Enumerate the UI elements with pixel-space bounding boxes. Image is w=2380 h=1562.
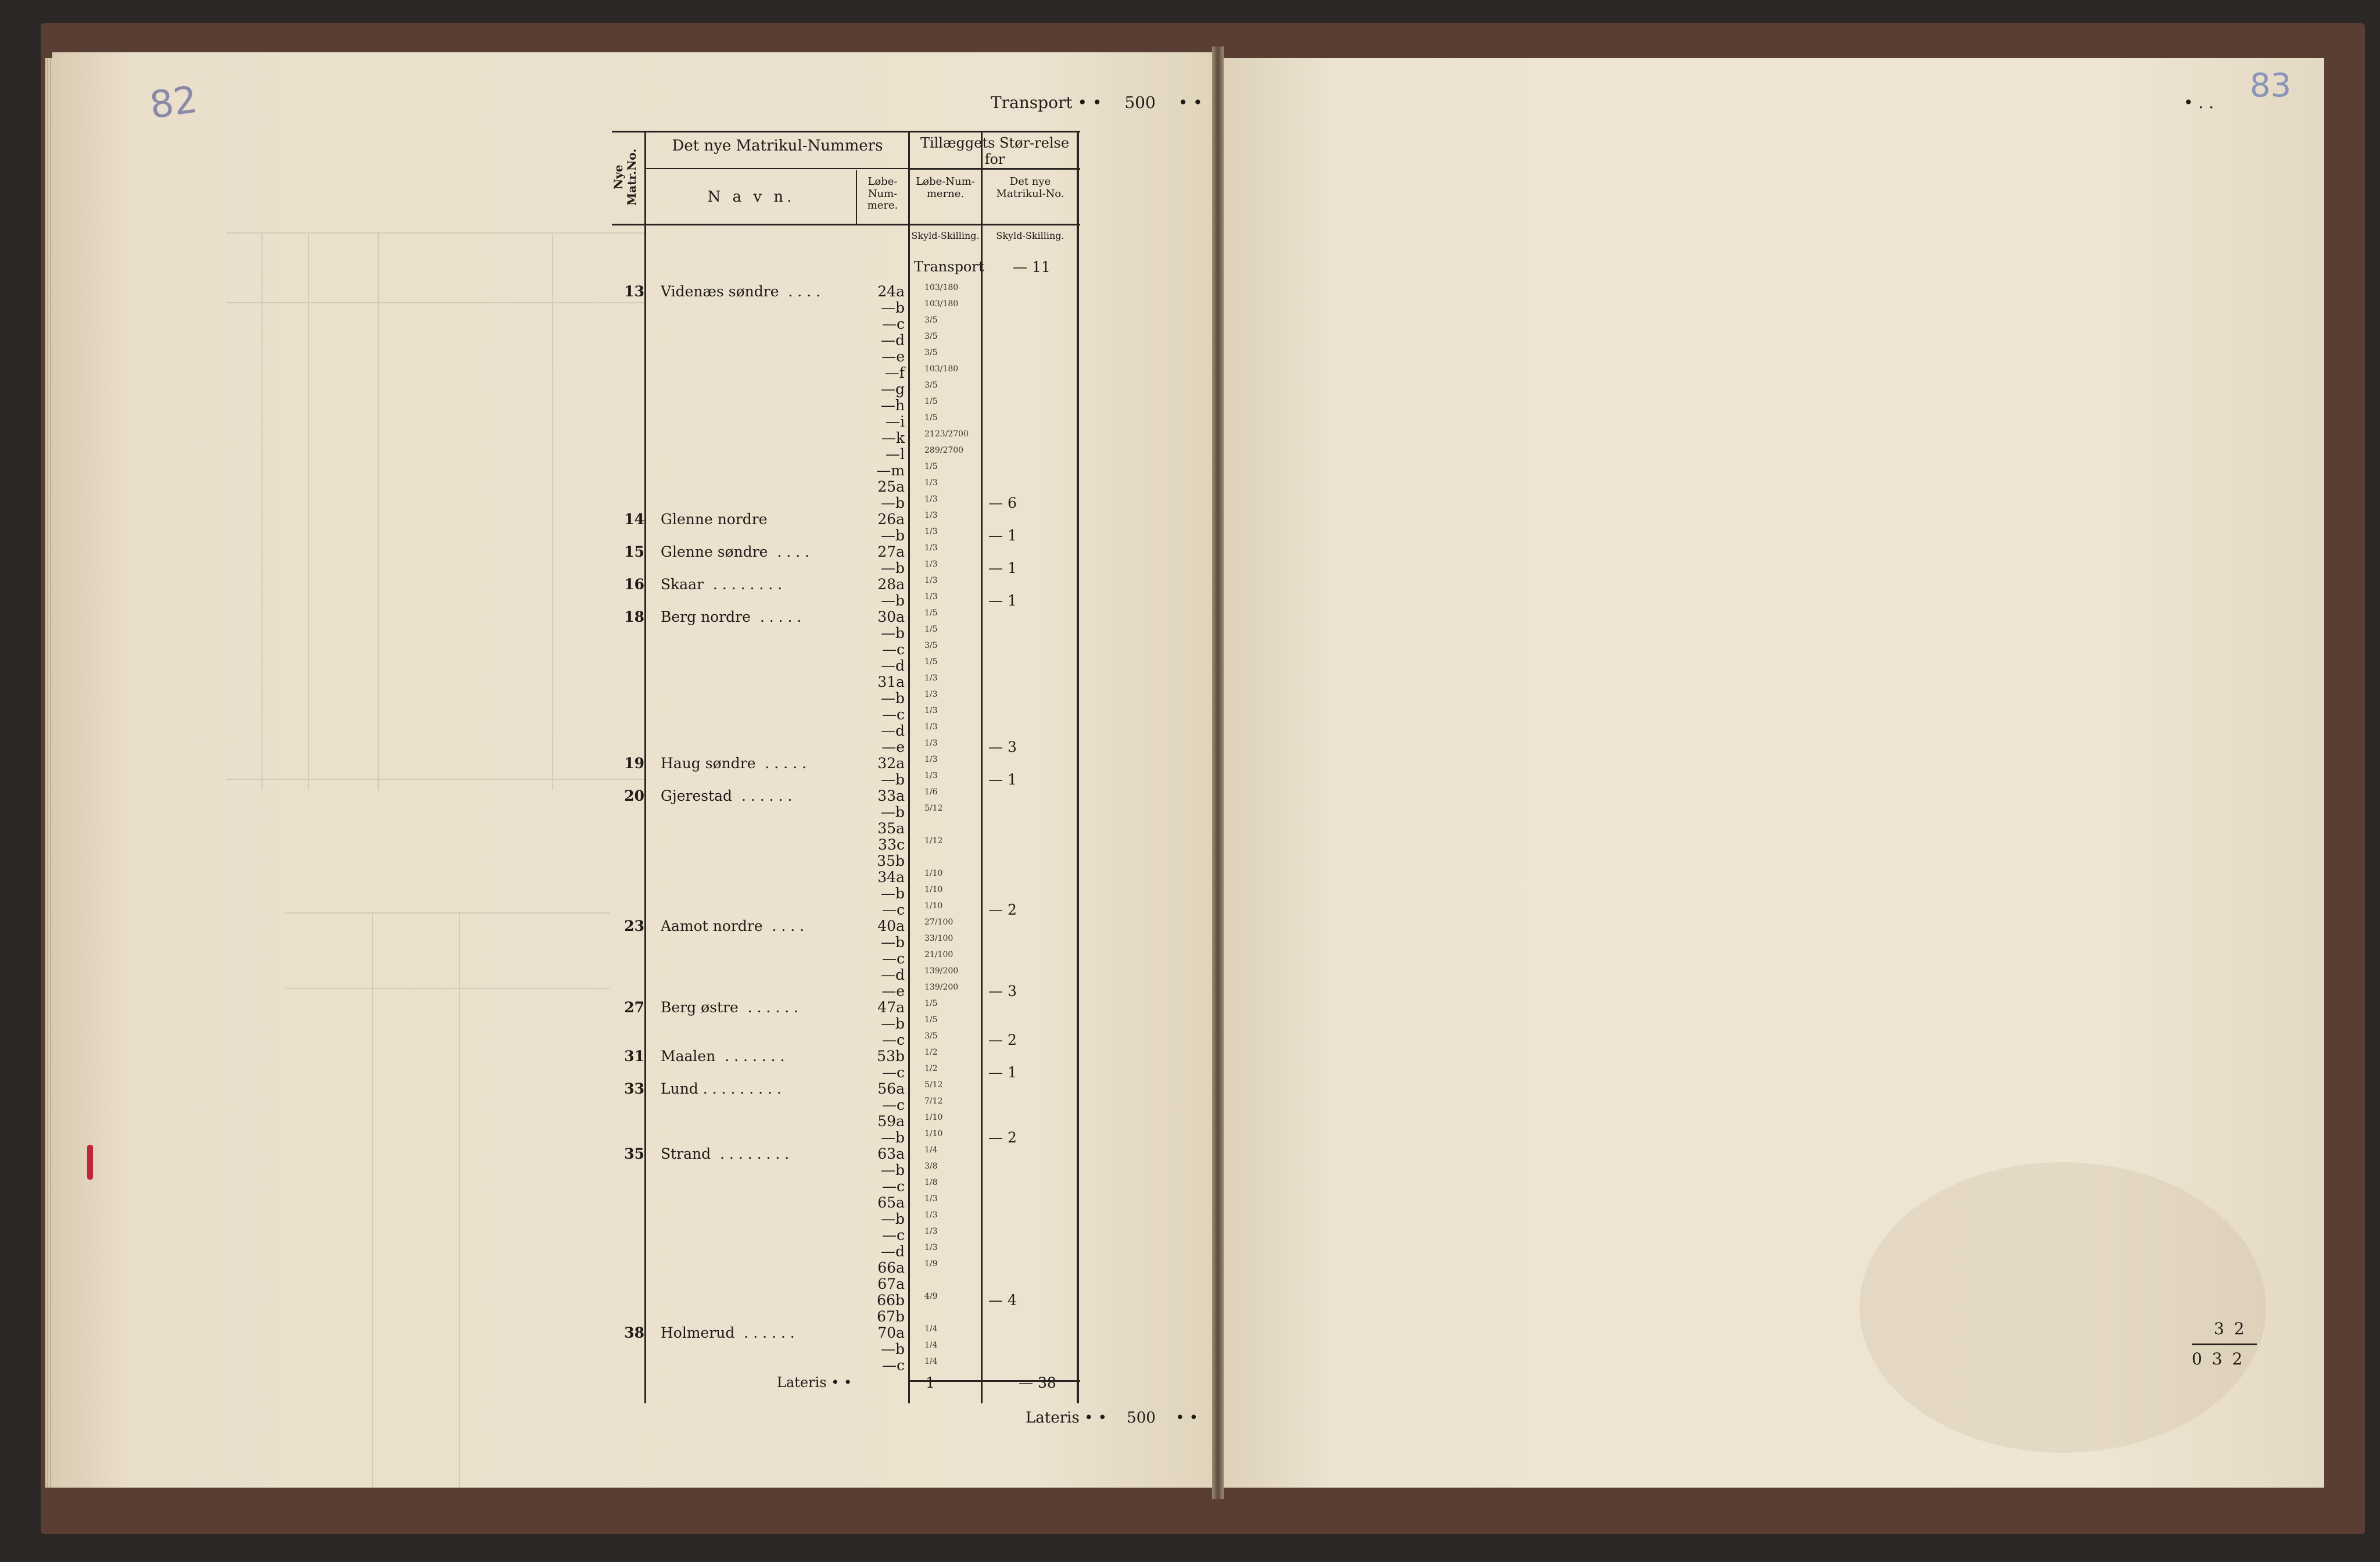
transport-label: Transport bbox=[991, 93, 1073, 112]
row-fraction: 33/100 bbox=[924, 934, 954, 943]
row-num: 19 bbox=[624, 755, 644, 772]
row-fraction: 1/5 bbox=[924, 657, 938, 667]
ledger-row bbox=[612, 706, 1080, 722]
transport-header bbox=[991, 93, 1203, 112]
ledger-row bbox=[612, 966, 1080, 983]
row-fraction: 1/12 bbox=[924, 836, 943, 846]
row-lobe: —b bbox=[880, 495, 905, 511]
row-lobe: 33c bbox=[878, 836, 905, 853]
row-fraction: 1/4 bbox=[924, 1357, 938, 1366]
row-fraction: 1/9 bbox=[924, 1259, 938, 1269]
row-fraction: 5/12 bbox=[924, 804, 943, 813]
row-lobe: —e bbox=[881, 739, 905, 755]
row-lobe: —b bbox=[880, 1129, 905, 1146]
ledger-row bbox=[612, 511, 1080, 527]
row-fraction: 1/3 bbox=[924, 495, 938, 504]
row-fraction: 2123/2700 bbox=[924, 429, 969, 439]
row-lobe: 35a bbox=[877, 820, 905, 837]
bottom-sum-top: 3 2 bbox=[2214, 1319, 2247, 1338]
row-lobe: —b bbox=[880, 1210, 905, 1227]
row-lobe: —g bbox=[880, 381, 905, 397]
row-fraction: 1/3 bbox=[924, 1227, 938, 1236]
row-lobe: —b bbox=[880, 885, 905, 902]
row-matrikul: — 1 bbox=[988, 527, 1017, 544]
row-lobe: —b bbox=[880, 560, 905, 576]
row-fraction: 1/3 bbox=[924, 739, 938, 748]
row-lobe: —m bbox=[876, 462, 905, 479]
row-fraction: 3/8 bbox=[924, 1162, 938, 1171]
row-fraction: 1/3 bbox=[924, 1194, 938, 1203]
row-fraction: 1/4 bbox=[924, 1341, 938, 1350]
row-matrikul: — 1 bbox=[988, 1064, 1017, 1081]
ledger-row bbox=[612, 673, 1080, 690]
row-lobe: —c bbox=[881, 901, 905, 918]
row-lobe: —l bbox=[886, 446, 905, 463]
row-num: 31 bbox=[624, 1048, 644, 1065]
ledger-row bbox=[612, 934, 1080, 950]
row-lobe: —e bbox=[881, 348, 905, 365]
ledger-row bbox=[612, 1178, 1080, 1194]
ledger-row bbox=[612, 1080, 1080, 1097]
row-matrikul: — 3 bbox=[988, 983, 1017, 999]
row-fraction: 3/5 bbox=[924, 332, 938, 341]
row-fraction: 3/5 bbox=[924, 641, 938, 650]
ledger-row bbox=[612, 1259, 1080, 1276]
lateris-row-label: Lateris • • bbox=[777, 1374, 852, 1391]
lateris-value: 500 bbox=[1127, 1409, 1156, 1427]
unit-skyld-2: Skyld-Skilling. bbox=[996, 230, 1064, 241]
paper-stain bbox=[1859, 1162, 2266, 1453]
row-num: 27 bbox=[624, 999, 644, 1016]
row-fraction: 1/3 bbox=[924, 560, 938, 569]
row-fraction: 103/180 bbox=[924, 299, 959, 309]
row-name: Glenne søndre . . . . bbox=[661, 543, 809, 560]
row-name: Strand . . . . . . . . bbox=[661, 1145, 790, 1162]
row-fraction: 1/3 bbox=[924, 706, 938, 715]
row-fraction: 289/2700 bbox=[924, 446, 964, 455]
ledger-row bbox=[612, 527, 1080, 543]
ledger-row bbox=[612, 625, 1080, 641]
ledger-row bbox=[612, 1031, 1080, 1048]
row-lobe: —b bbox=[880, 1162, 905, 1178]
row-lobe: —c bbox=[881, 1097, 905, 1113]
ledger-row bbox=[612, 397, 1080, 413]
row-num: 15 bbox=[624, 543, 644, 560]
ledger-row bbox=[612, 1097, 1080, 1113]
row-lobe: —h bbox=[880, 397, 905, 414]
row-matrikul: — 6 bbox=[988, 495, 1017, 511]
ledger-row bbox=[612, 739, 1080, 755]
row-name: Skaar . . . . . . . . bbox=[661, 576, 783, 593]
row-fraction: 1/3 bbox=[924, 478, 938, 488]
row-fraction: 1/3 bbox=[924, 511, 938, 520]
row-lobe: 67b bbox=[877, 1308, 905, 1325]
row-fraction: 3/5 bbox=[924, 316, 938, 325]
row-num: 13 bbox=[624, 283, 644, 300]
ledger-row bbox=[612, 560, 1080, 576]
row-fraction: 1/6 bbox=[924, 787, 938, 797]
row-matrikul: — 2 bbox=[988, 1031, 1017, 1048]
row-fraction: 1/3 bbox=[924, 690, 938, 699]
row-num: 16 bbox=[624, 576, 644, 593]
row-num: 33 bbox=[624, 1080, 644, 1097]
row-name: Videnæs søndre . . . . bbox=[661, 283, 821, 300]
row-fraction: 1/4 bbox=[924, 1145, 938, 1155]
ledger-row bbox=[612, 787, 1080, 804]
row-name: Berg nordre . . . . . bbox=[661, 608, 802, 625]
lateris-row bbox=[612, 1374, 1080, 1391]
row-name: Lund . . . . . . . . . bbox=[661, 1080, 782, 1097]
row-fraction: 3/5 bbox=[924, 381, 938, 390]
row-lobe: 26a bbox=[877, 511, 905, 528]
row-matrikul: — 2 bbox=[988, 1129, 1017, 1146]
right-page bbox=[1220, 58, 2324, 1488]
ledger-row bbox=[612, 576, 1080, 592]
ledger-row bbox=[612, 592, 1080, 608]
row-lobe: —c bbox=[881, 1357, 905, 1374]
ledger-row bbox=[612, 1357, 1080, 1373]
ledger-row bbox=[612, 722, 1080, 739]
row-lobe: 66a bbox=[877, 1259, 905, 1276]
row-lobe: 25a bbox=[877, 478, 905, 495]
row-fraction: 139/200 bbox=[924, 983, 959, 992]
row-fraction: 1/3 bbox=[924, 1210, 938, 1220]
ledger-row bbox=[612, 901, 1080, 918]
transport-row-label: Transport bbox=[914, 259, 984, 275]
row-matrikul: — 4 bbox=[988, 1292, 1017, 1309]
row-lobe: 34a bbox=[877, 869, 905, 886]
row-lobe: —c bbox=[881, 641, 905, 658]
col-header-lobe2: Løbe-Num-merne. bbox=[916, 175, 975, 200]
ledger-row bbox=[612, 413, 1080, 429]
row-lobe: 65a bbox=[877, 1194, 905, 1211]
ledger-row bbox=[612, 657, 1080, 673]
ledger-row bbox=[612, 1129, 1080, 1145]
row-lobe: 59a bbox=[877, 1113, 905, 1130]
ledger-row bbox=[612, 771, 1080, 787]
row-lobe: —c bbox=[881, 1227, 905, 1244]
lateris-row-mat: — 38 bbox=[1019, 1374, 1056, 1391]
ledger-row bbox=[612, 495, 1080, 511]
row-lobe: —b bbox=[880, 771, 905, 788]
ledger-row bbox=[612, 1341, 1080, 1357]
ledger-row bbox=[612, 820, 1080, 836]
ledger-row bbox=[612, 299, 1080, 316]
ledger-row bbox=[612, 1194, 1080, 1210]
ledger-row bbox=[612, 1015, 1080, 1031]
lateris-footer bbox=[1026, 1409, 1198, 1427]
row-fraction: 103/180 bbox=[924, 364, 959, 374]
row-name: Berg østre . . . . . . bbox=[661, 999, 799, 1016]
row-name: Haug søndre . . . . . bbox=[661, 755, 807, 772]
row-lobe: —c bbox=[881, 706, 905, 723]
ledger-row bbox=[612, 836, 1080, 852]
row-num: 14 bbox=[624, 511, 644, 528]
ledger-row bbox=[612, 885, 1080, 901]
row-lobe: —d bbox=[880, 722, 905, 739]
row-lobe: 33a bbox=[877, 787, 905, 804]
row-fraction: 1/3 bbox=[924, 527, 938, 536]
col-header-group-main: Det nye Matrikul-Nummers bbox=[672, 137, 883, 155]
ledger-row bbox=[612, 918, 1080, 934]
ledger-row bbox=[612, 381, 1080, 397]
row-fraction: 1/10 bbox=[924, 901, 943, 911]
row-lobe: 56a bbox=[877, 1080, 905, 1097]
page-number-handwritten: 82 bbox=[147, 78, 200, 128]
row-fraction: 1/5 bbox=[924, 999, 938, 1008]
ledger-row bbox=[612, 950, 1080, 966]
row-lobe: 53b bbox=[877, 1048, 905, 1065]
row-fraction: 1/3 bbox=[924, 722, 938, 732]
row-lobe: 70a bbox=[877, 1324, 905, 1341]
ledger-row bbox=[612, 852, 1080, 869]
right-header-dots: • . . bbox=[2184, 93, 2214, 112]
row-fraction: 1/2 bbox=[924, 1064, 938, 1073]
ledger-row bbox=[612, 364, 1080, 381]
row-fraction: 103/180 bbox=[924, 283, 959, 292]
row-lobe: 67a bbox=[877, 1276, 905, 1292]
page-number-handwritten-right: 83 bbox=[2250, 67, 2292, 105]
row-lobe: —c bbox=[881, 950, 905, 967]
sum-rule bbox=[2192, 1344, 2257, 1345]
row-fraction: 1/5 bbox=[924, 462, 938, 471]
row-lobe: —c bbox=[881, 1178, 905, 1195]
transport-value: 500 bbox=[1124, 93, 1156, 112]
ledger-row bbox=[612, 608, 1080, 625]
row-matrikul: — 1 bbox=[988, 771, 1017, 788]
ledger-row bbox=[612, 869, 1080, 885]
row-lobe: —b bbox=[880, 299, 905, 316]
ledger-row bbox=[612, 804, 1080, 820]
ledger-row bbox=[612, 316, 1080, 332]
row-matrikul: — 1 bbox=[988, 560, 1017, 576]
transport-trail: • • bbox=[1178, 93, 1203, 112]
col-header-matr-no: Nye Matr.No. bbox=[611, 148, 639, 206]
book-gutter bbox=[1212, 46, 1224, 1499]
row-lobe: —b bbox=[880, 690, 905, 707]
row-fraction: 5/12 bbox=[924, 1080, 943, 1090]
row-fraction: 1/3 bbox=[924, 771, 938, 780]
row-fraction: 1/10 bbox=[924, 869, 943, 878]
ledger-table bbox=[612, 131, 1080, 1403]
ledger-row bbox=[612, 332, 1080, 348]
ledger-row bbox=[612, 690, 1080, 706]
red-mark bbox=[87, 1145, 93, 1180]
row-fraction: 1/3 bbox=[924, 1243, 938, 1252]
ledger-row bbox=[612, 1308, 1080, 1324]
row-lobe: —b bbox=[880, 1015, 905, 1032]
row-num: 35 bbox=[624, 1145, 644, 1162]
lateris-label: Lateris bbox=[1026, 1409, 1080, 1427]
row-lobe: —k bbox=[881, 429, 905, 446]
row-fraction: 3/5 bbox=[924, 1031, 938, 1041]
row-lobe: —b bbox=[880, 625, 905, 642]
ledger-row bbox=[612, 1276, 1080, 1292]
row-lobe: —i bbox=[886, 413, 905, 430]
row-lobe: —d bbox=[880, 1243, 905, 1260]
ledger-row bbox=[612, 1243, 1080, 1259]
transport-row-value: — 11 bbox=[1013, 259, 1051, 275]
show-through-table-lower bbox=[285, 912, 610, 1488]
ledger-row bbox=[612, 462, 1080, 478]
ledger-row bbox=[612, 1048, 1080, 1064]
unit-skyld-1: Skyld-Skilling. bbox=[911, 230, 980, 241]
ledger-row bbox=[612, 641, 1080, 657]
row-lobe: 63a bbox=[877, 1145, 905, 1162]
row-fraction: 1/3 bbox=[924, 673, 938, 683]
row-fraction: 1/5 bbox=[924, 1015, 938, 1024]
row-lobe: 40a bbox=[877, 918, 905, 934]
ledger-row bbox=[612, 478, 1080, 495]
row-matrikul: — 1 bbox=[988, 592, 1017, 609]
row-fraction: 1/5 bbox=[924, 608, 938, 618]
lateris-row-lobe: 1 bbox=[926, 1374, 935, 1391]
row-lobe: —c bbox=[881, 1031, 905, 1048]
bottom-sum-bottom: 0 3 2 bbox=[2192, 1349, 2245, 1368]
ledger-row bbox=[612, 1113, 1080, 1129]
row-fraction: 27/100 bbox=[924, 918, 954, 927]
transport-row bbox=[612, 259, 1080, 275]
ledger-row bbox=[612, 999, 1080, 1015]
row-lobe: 66b bbox=[877, 1292, 905, 1309]
row-fraction: 3/5 bbox=[924, 348, 938, 357]
row-fraction: 7/12 bbox=[924, 1097, 943, 1106]
ledger-row bbox=[612, 1145, 1080, 1162]
row-fraction: 1/10 bbox=[924, 885, 943, 894]
ledger-row bbox=[612, 983, 1080, 999]
row-lobe: —f bbox=[884, 364, 905, 381]
row-fraction: 1/10 bbox=[924, 1129, 943, 1138]
row-fraction: 1/3 bbox=[924, 543, 938, 553]
ledger-row bbox=[612, 1162, 1080, 1178]
ledger-row bbox=[612, 1227, 1080, 1243]
ledger-row bbox=[612, 1210, 1080, 1227]
ledger-row bbox=[612, 446, 1080, 462]
row-lobe: —d bbox=[880, 966, 905, 983]
row-lobe: —d bbox=[880, 657, 905, 674]
row-fraction: 1/10 bbox=[924, 1113, 943, 1122]
row-num: 20 bbox=[624, 787, 644, 804]
col-header-group-tillagg: Tillæggets Stør-relse for bbox=[920, 135, 1070, 167]
row-fraction: 139/200 bbox=[924, 966, 959, 976]
row-fraction: 1/3 bbox=[924, 576, 938, 585]
row-fraction: 1/5 bbox=[924, 413, 938, 422]
row-lobe: —b bbox=[880, 1341, 905, 1357]
ledger-row bbox=[612, 1292, 1080, 1308]
ledger-row bbox=[612, 1324, 1080, 1341]
ledger-row bbox=[612, 755, 1080, 771]
row-name: Aamot nordre . . . . bbox=[661, 918, 805, 934]
row-lobe: —e bbox=[881, 983, 905, 999]
col-header-matr2: Det nye Matrikul-No. bbox=[996, 175, 1064, 200]
row-lobe: —d bbox=[880, 332, 905, 349]
row-fraction: 1/2 bbox=[924, 1048, 938, 1057]
row-name: Holmerud . . . . . . bbox=[661, 1324, 795, 1341]
ledger-row bbox=[612, 283, 1080, 299]
row-lobe: 31a bbox=[877, 673, 905, 690]
ledger-row bbox=[612, 1064, 1080, 1080]
row-fraction: 1/3 bbox=[924, 755, 938, 764]
row-lobe: 27a bbox=[877, 543, 905, 560]
row-lobe: —b bbox=[880, 527, 905, 544]
row-fraction: 1/5 bbox=[924, 625, 938, 634]
row-lobe: 30a bbox=[877, 608, 905, 625]
row-num: 38 bbox=[624, 1324, 644, 1341]
lateris-dots: • • bbox=[1084, 1409, 1107, 1427]
transport-dots: • • bbox=[1077, 93, 1102, 112]
ledger-row bbox=[612, 429, 1080, 446]
row-lobe: 28a bbox=[877, 576, 905, 593]
row-num: 23 bbox=[624, 918, 644, 934]
col-header-navn: N a v n. bbox=[707, 188, 795, 206]
row-fraction: 1/8 bbox=[924, 1178, 938, 1187]
row-lobe: —c bbox=[881, 1064, 905, 1081]
row-fraction: 4/9 bbox=[924, 1292, 938, 1301]
show-through-table bbox=[227, 232, 645, 790]
lateris-trail: • • bbox=[1175, 1409, 1199, 1427]
ledger-row bbox=[612, 543, 1080, 560]
col-header-lobe: Løbe-Num-mere. bbox=[867, 175, 898, 212]
row-name: Glenne nordre bbox=[661, 511, 768, 528]
row-fraction: 1/4 bbox=[924, 1324, 938, 1334]
row-lobe: 32a bbox=[877, 755, 905, 772]
row-fraction: 21/100 bbox=[924, 950, 954, 959]
ledger-row bbox=[612, 348, 1080, 364]
row-fraction: 1/3 bbox=[924, 592, 938, 601]
row-lobe: 35b bbox=[877, 852, 905, 869]
row-lobe: —c bbox=[881, 316, 905, 332]
row-lobe: —b bbox=[880, 804, 905, 821]
row-lobe: 47a bbox=[877, 999, 905, 1016]
row-name: Maalen . . . . . . . bbox=[661, 1048, 785, 1065]
row-lobe: —b bbox=[880, 592, 905, 609]
row-num: 18 bbox=[624, 608, 644, 625]
row-matrikul: — 2 bbox=[988, 901, 1017, 918]
row-matrikul: — 3 bbox=[988, 739, 1017, 755]
row-lobe: 24a bbox=[877, 283, 905, 300]
row-fraction: 1/5 bbox=[924, 397, 938, 406]
row-name: Gjerestad . . . . . . bbox=[661, 787, 793, 804]
row-lobe: —b bbox=[880, 934, 905, 951]
